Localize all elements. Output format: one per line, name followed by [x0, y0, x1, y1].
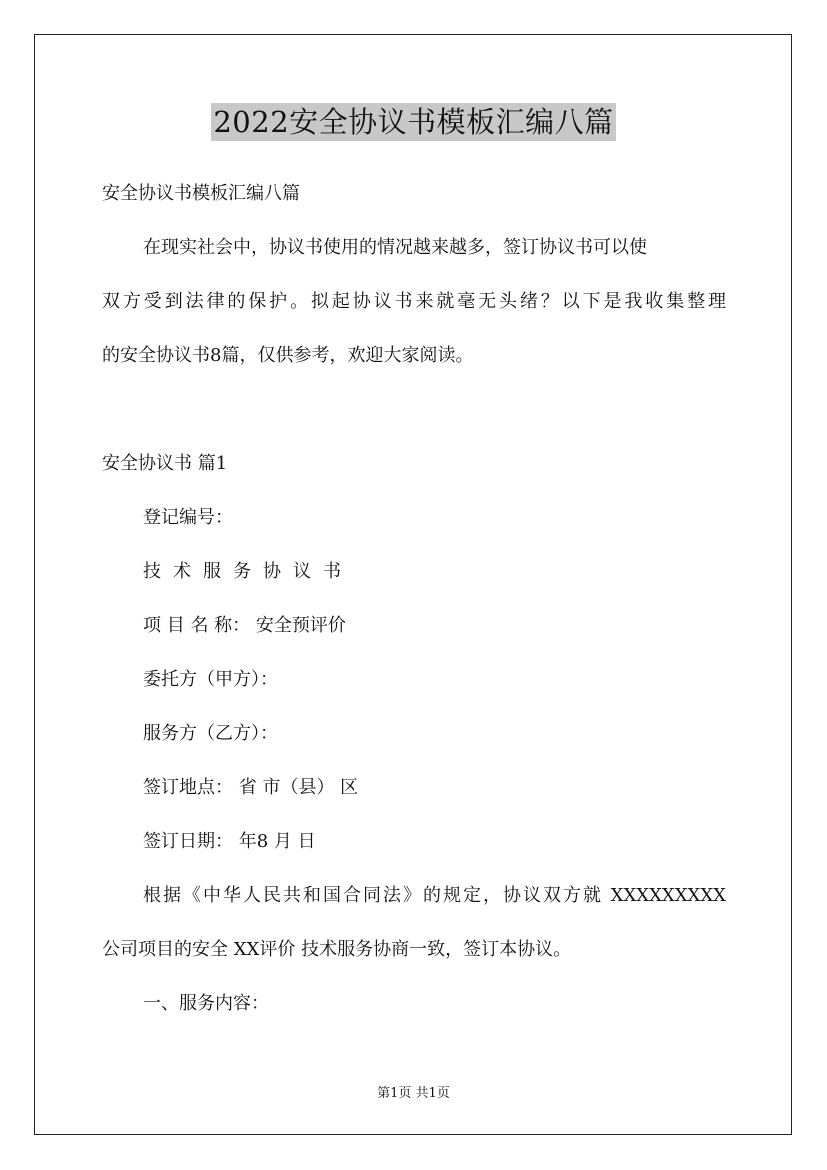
intro-line-3: 的安全协议书8篇，仅供参考，欢迎大家阅读。	[102, 345, 474, 366]
sign-date: 签订日期： 年8 月 日	[143, 831, 316, 852]
title-container	[0, 103, 827, 141]
service-content-heading: 一、服务内容：	[143, 993, 269, 1014]
intro-line-1: 在现实社会中，协议书使用的情况越来越多，签订协议书可以使	[143, 237, 647, 258]
document-title: 2022安全协议书模板汇编八篇	[213, 105, 614, 139]
client-party: 委托方（甲方）：	[143, 669, 278, 690]
intro-line-2: 双方受到法律的保护。拟起协议书来就毫无头绪？以下是我收集整理	[102, 291, 726, 312]
page-footer: 第1页 共1页	[377, 1086, 450, 1101]
section-heading: 安全协议书 篇1	[102, 453, 228, 474]
basis-line-1: 根据《中华人民共和国合同法》的规定，协议双方就 XXXXXXXXX	[143, 885, 726, 906]
basis-line-2: 公司项目的安全 XX评价 技术服务协商一致，签订本协议。	[102, 939, 572, 960]
provider-party: 服务方（乙方）：	[143, 723, 278, 744]
project-name: 项 目 名 称： 安全预评价	[143, 615, 346, 636]
registration-number-label: 登记编号：	[143, 507, 233, 528]
document-subtitle: 安全协议书模板汇编八篇	[102, 183, 300, 204]
sign-place: 签订地点： 省 市（县） 区	[143, 777, 359, 798]
agreement-type: 技术服务协议书	[143, 561, 353, 582]
